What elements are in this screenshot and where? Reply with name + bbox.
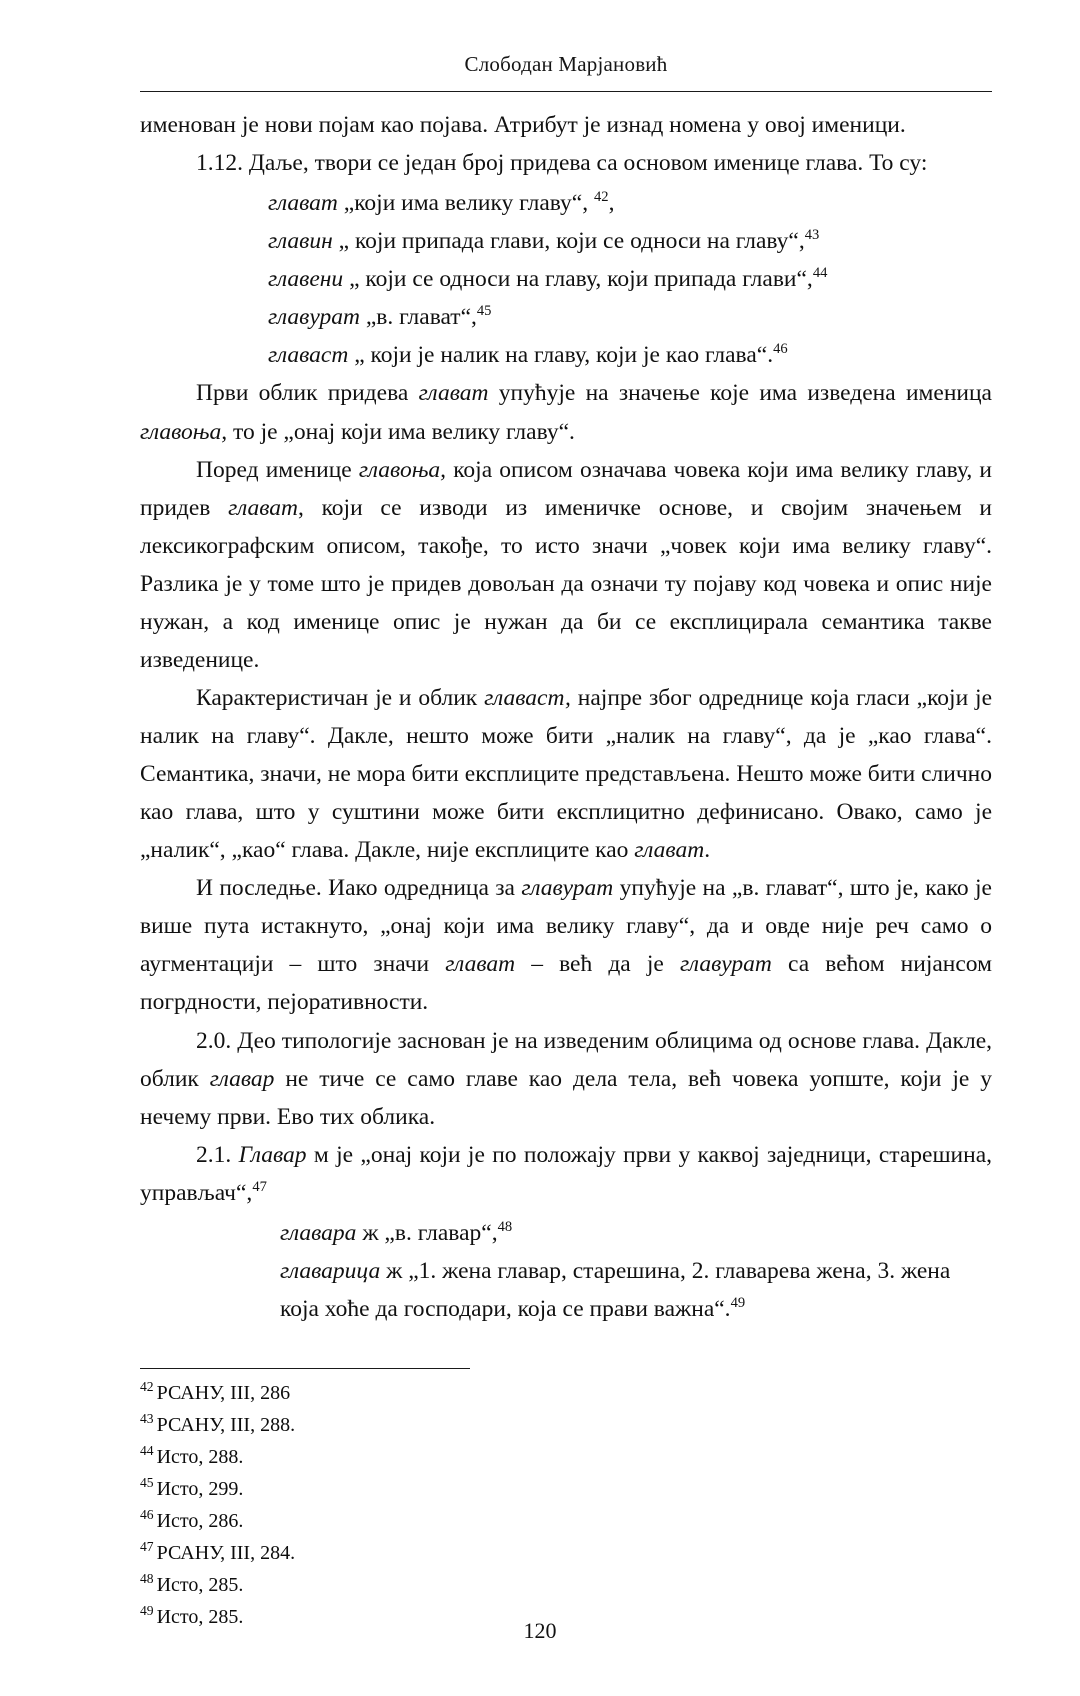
text-segment: м је „онај који је по положају први у каквој заједници, старешина, управљач“, xyxy=(140,1141,993,1206)
footnote-item xyxy=(140,1443,992,1472)
text-segment: , који се изводи из именичке основе, и својим значењем и лексикографским описом, такође, то исто значи „човек који има велику главу“. Разлика је у томе што је придев довољан да означи ту појаву код човека и опис није нужан, а код именице опис је нужан да би се експлицирала семантика такве изведенице. xyxy=(140,494,992,673)
text-segment: – већ да је xyxy=(515,951,680,978)
text-segment: са већом нијансом погрдности, пејоративности. xyxy=(140,951,992,1016)
footnote-ref: 45 xyxy=(476,303,492,320)
footnote-number: 43 xyxy=(140,1411,154,1427)
example-item xyxy=(140,1252,992,1328)
paragraph-prvi-oblik xyxy=(140,374,992,450)
paragraph-karakteristican xyxy=(140,679,992,869)
footnote-text: Исто, 286. xyxy=(156,1510,244,1532)
footnote-list xyxy=(140,1379,992,1632)
text-segment-italic: главурат xyxy=(679,951,772,978)
footnote-ref: 43 xyxy=(804,227,820,244)
footnote-number: 47 xyxy=(140,1539,154,1555)
example-lemma: главин xyxy=(268,228,333,255)
example-lemma: главаст xyxy=(268,342,349,369)
text-segment-italic: глават xyxy=(445,951,516,978)
paragraph-2-0 xyxy=(140,1022,992,1136)
footnote-text: РСАНУ, III, 284. xyxy=(156,1542,296,1564)
footnote-text: Исто, 285. xyxy=(156,1574,244,1596)
text-segment-italic: главар xyxy=(209,1065,275,1092)
footnote-text: Исто, 299. xyxy=(156,1478,244,1500)
example-item xyxy=(140,336,992,374)
example-gloss: „ који се односи на главу, који припада глави“, xyxy=(343,266,813,293)
example-lemma: главурат xyxy=(268,304,360,331)
running-head: Слободан Марјановић xyxy=(464,52,668,76)
example-item xyxy=(140,184,992,222)
example-gloss: ж „1. жена главар, старешина, 2. главарева жена, 3. жена која хоће да господари, која се прави важна“. xyxy=(280,1257,951,1322)
footnote-number: 42 xyxy=(140,1379,154,1395)
footnote-ref: 48 xyxy=(497,1218,513,1235)
footnote-item xyxy=(140,1507,992,1536)
footnote-number: 45 xyxy=(140,1475,154,1491)
page-number: 120 xyxy=(523,1618,557,1643)
example-item xyxy=(140,222,992,260)
example-gloss: „в. глават“, xyxy=(359,304,477,331)
example-gloss: ж „в. главар“, xyxy=(356,1219,498,1246)
footnote-item xyxy=(140,1475,992,1504)
text-segment: упућује на значење које има изведена именица xyxy=(488,380,992,407)
footnote-item xyxy=(140,1379,992,1408)
text-segment: то је „онај који има велику главу“. xyxy=(227,418,575,445)
footnote-item xyxy=(140,1571,992,1600)
footnote-divider xyxy=(140,1368,470,1369)
footnote-item xyxy=(140,1539,992,1568)
footnote-item xyxy=(140,1411,992,1440)
text-segment-italic: главурат xyxy=(521,875,614,902)
example-lemma: главарица xyxy=(280,1257,381,1284)
example-gloss: „који има велику главу“, xyxy=(337,190,594,217)
footnote-number: 46 xyxy=(140,1507,154,1523)
footnote-number: 44 xyxy=(140,1443,154,1459)
example-gloss: „ који је налик на главу, који је као глава“. xyxy=(348,342,774,369)
text-segment: И последње. Иако одредница за xyxy=(196,875,522,902)
text-segment: Карактеристичан је и облик xyxy=(196,684,485,711)
text-segment: Први облик придева xyxy=(196,380,419,407)
text-segment-italic: глават xyxy=(634,837,705,864)
example-list-1 xyxy=(140,184,992,374)
footnote-number: 49 xyxy=(140,1603,154,1619)
header-divider xyxy=(140,91,992,92)
text-segment-italic: глават xyxy=(228,494,298,521)
footnote-text: Исто, 285. xyxy=(156,1606,244,1628)
text-segment: не тиче се само главе као дела тела, већ човека уопште, који је у нечему први. Ево тих облика. xyxy=(140,1065,993,1130)
text-segment-italic: глават xyxy=(418,380,489,407)
text-segment-italic: главоња, xyxy=(140,418,228,445)
text-segment: . xyxy=(704,837,711,864)
text-segment: 2.0. Део типологије заснован је на изведеним облицима од основе глава. Дакле, облик xyxy=(140,1027,992,1092)
example-trailing: , xyxy=(608,190,615,217)
paragraph-i-poslednje xyxy=(140,869,992,1021)
paragraph-opening: именован је нови појам као појава. Атрибут је изнад номена у овој именици. xyxy=(140,112,906,138)
footnote-text: РСАНУ, III, 288. xyxy=(156,1414,296,1436)
footnote-number: 48 xyxy=(140,1571,154,1587)
footnote-text: Исто, 288. xyxy=(156,1446,244,1468)
example-lemma: глават xyxy=(268,190,338,217)
footnote-ref: 46 xyxy=(773,341,788,358)
text-segment: Поред именице xyxy=(196,456,359,483)
text-segment: која описом означава човека који има велику главу, и придев xyxy=(140,456,992,521)
paragraph-2-1 xyxy=(140,1136,992,1212)
text-segment: упућује на „в. глават“, што је, како је више пута истакнуто, „онај који има велику главу“, да и овде није реч само о аугментацији – што значи xyxy=(140,875,992,978)
footnote-ref: 49 xyxy=(730,1295,746,1312)
body-text xyxy=(140,106,992,1328)
footnote-ref: 47 xyxy=(252,1178,267,1195)
paragraph-1-12: 1.12. Даље, твори се један број придева са основом именице глава. То су: xyxy=(196,150,928,177)
text-segment-italic: главаст, xyxy=(484,684,571,711)
text-segment-italic: Главар xyxy=(238,1141,307,1168)
text-segment: 2.1. xyxy=(196,1141,239,1168)
footnote-ref: 44 xyxy=(812,265,828,282)
example-lemma: главени xyxy=(268,266,344,293)
example-item xyxy=(140,298,992,336)
example-list-2 xyxy=(140,1214,992,1328)
example-item xyxy=(140,260,992,298)
paragraph-pored-imenice xyxy=(140,451,992,679)
example-item xyxy=(140,1214,992,1252)
footnote-ref: 42 xyxy=(594,189,609,206)
text-segment: најпре због одреднице која гласи „који је налик на главу“. Дакле, нешто може бити „налик на главу“, да је „као глава“. Семантика, значи, не мора бити експлиците представљена. Нешто може бити слично као глава, што у суштини може бити експлицитно дефинисано. Овако, само је „налик“, „као“ глава. Дакле, није експлиците као xyxy=(140,684,992,864)
text-segment-italic: главоња, xyxy=(358,456,447,483)
footnote-text: РСАНУ, III, 286 xyxy=(156,1382,291,1404)
example-lemma: главара xyxy=(280,1219,357,1246)
page-content xyxy=(140,0,992,1696)
example-gloss: „ који припада глави, који се односи на главу“, xyxy=(332,228,805,255)
